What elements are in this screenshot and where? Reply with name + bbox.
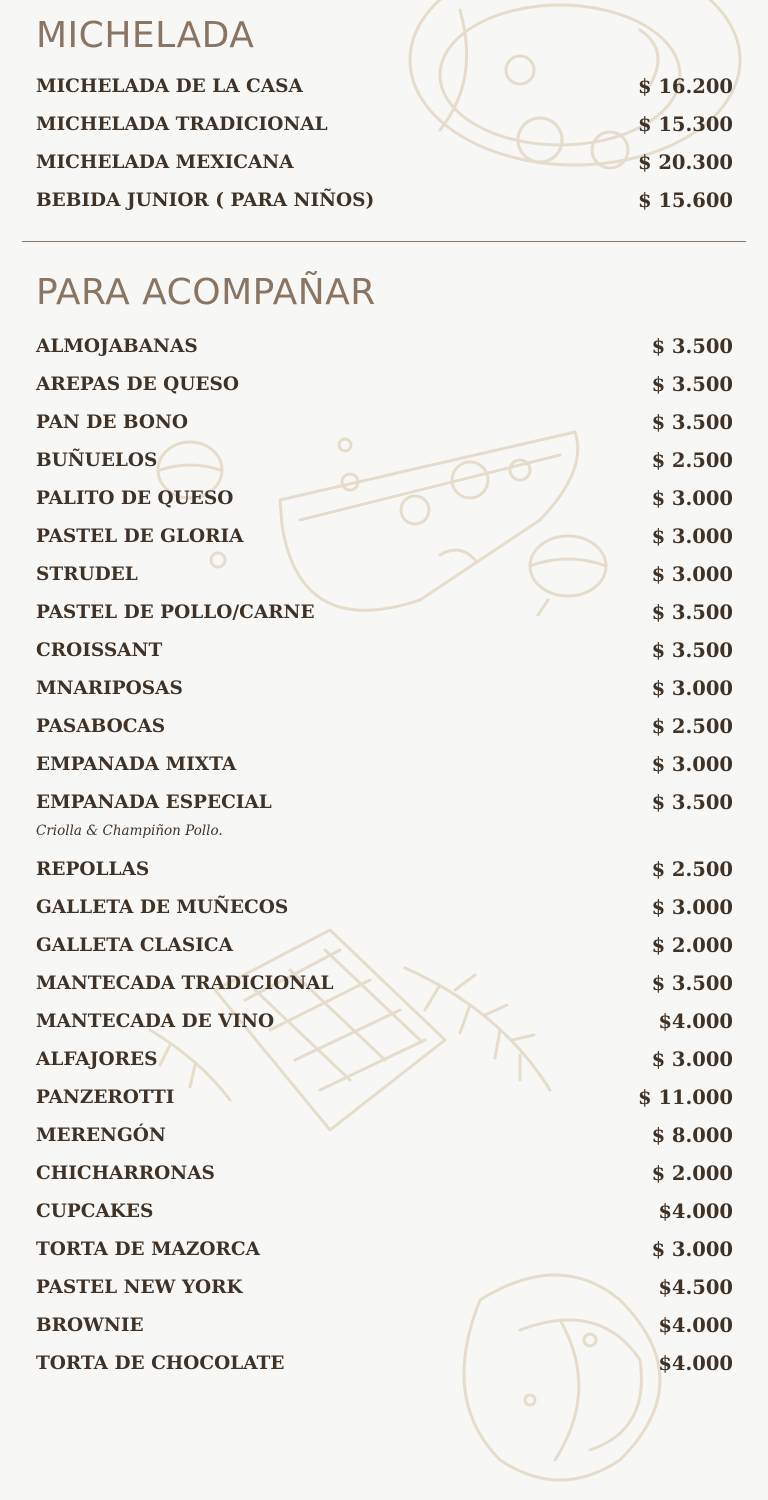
item-price: $ 3.500 — [651, 639, 733, 662]
item-price: $ 2.500 — [651, 858, 733, 881]
menu-item — [36, 563, 733, 601]
item-price: $ 3.000 — [651, 563, 733, 586]
item-name: STRUDEL — [36, 564, 138, 585]
menu-item — [36, 151, 733, 189]
section-title-para-acompanar: PARA ACOMPAÑAR — [36, 272, 376, 313]
item-name: PAN DE BONO — [36, 412, 188, 433]
item-name: EMPANADA ESPECIAL — [36, 792, 272, 813]
item-price: $ 3.500 — [651, 335, 733, 358]
menu-item — [36, 1314, 733, 1352]
item-name: EMPANADA MIXTA — [36, 754, 237, 775]
item-price: $4.000 — [658, 1200, 733, 1223]
item-name: AREPAS DE QUESO — [36, 374, 239, 395]
menu-item — [36, 1162, 733, 1200]
menu-item — [36, 449, 733, 487]
menu-item — [36, 1048, 733, 1086]
menu-item — [36, 791, 733, 858]
item-name: BEBIDA JUNIOR ( PARA NIÑOS) — [36, 190, 375, 211]
menu-item — [36, 335, 733, 373]
item-price: $4.000 — [658, 1314, 733, 1337]
item-price: $4.000 — [658, 1352, 733, 1375]
item-price: $ 2.500 — [651, 715, 733, 738]
item-price: $ 3.000 — [651, 1048, 733, 1071]
item-name: PASABOCAS — [36, 716, 166, 737]
menu-item — [36, 411, 733, 449]
menu-item — [36, 896, 733, 934]
item-price: $ 20.300 — [638, 151, 733, 174]
item-price: $ 15.300 — [638, 113, 733, 136]
item-price: $4.000 — [658, 1010, 733, 1033]
menu-item — [36, 1010, 733, 1048]
item-name: MICHELADA TRADICIONAL — [36, 114, 328, 135]
item-description: Criolla & Champiñon Pollo. — [36, 823, 223, 839]
item-price: $ 11.000 — [638, 1086, 733, 1109]
item-name: PALITO DE QUESO — [36, 488, 234, 509]
item-name: PASTEL NEW YORK — [36, 1277, 243, 1298]
item-name: ALFAJORES — [36, 1049, 158, 1070]
item-price: $ 2.000 — [651, 934, 733, 957]
menu-item — [36, 1238, 733, 1276]
item-name: MICHELADA DE LA CASA — [36, 76, 303, 97]
item-price: $ 8.000 — [651, 1124, 733, 1147]
menu-item — [36, 189, 733, 227]
section-title-michelada: MICHELADA — [36, 15, 255, 56]
item-name: ALMOJABANAS — [36, 336, 198, 357]
item-price: $ 3.500 — [651, 972, 733, 995]
item-name: CHICHARRONAS — [36, 1163, 215, 1184]
item-name: GALLETA DE MUÑECOS — [36, 897, 289, 918]
menu-item — [36, 601, 733, 639]
item-name: MANTECADA DE VINO — [36, 1011, 275, 1032]
item-name: MNARIPOSAS — [36, 678, 183, 699]
item-price: $4.500 — [658, 1276, 733, 1299]
item-price: $ 2.000 — [651, 1162, 733, 1185]
menu-item — [36, 753, 733, 791]
item-price: $ 16.200 — [638, 75, 733, 98]
item-price: $ 3.500 — [651, 601, 733, 624]
item-name: BUÑUELOS — [36, 450, 158, 471]
menu-item — [36, 373, 733, 411]
item-price: $ 3.000 — [651, 525, 733, 548]
menu-item — [36, 75, 733, 113]
item-name: REPOLLAS — [36, 859, 150, 880]
item-name: GALLETA CLASICA — [36, 935, 233, 956]
menu-item — [36, 1086, 733, 1124]
item-name: PANZEROTTI — [36, 1087, 175, 1108]
item-name: TORTA DE CHOCOLATE — [36, 1353, 285, 1374]
item-price: $ 2.500 — [651, 449, 733, 472]
menu-item — [36, 715, 733, 753]
item-name: MICHELADA MEXICANA — [36, 152, 294, 173]
item-price: $ 3.000 — [651, 487, 733, 510]
item-name: MANTECADA TRADICIONAL — [36, 973, 334, 994]
menu-item — [36, 934, 733, 972]
acompanar-item-list — [36, 335, 733, 1390]
menu-item — [36, 639, 733, 677]
item-price: $ 3.000 — [651, 896, 733, 919]
menu-item — [36, 1276, 733, 1314]
item-price: $ 3.500 — [651, 373, 733, 396]
item-name: PASTEL DE GLORIA — [36, 526, 244, 547]
item-price: $ 15.600 — [638, 189, 733, 212]
menu-item — [36, 858, 733, 896]
item-name: TORTA DE MAZORCA — [36, 1239, 260, 1260]
menu-item — [36, 113, 733, 151]
menu-item — [36, 677, 733, 715]
item-price: $ 3.500 — [651, 791, 733, 814]
item-price: $ 3.000 — [651, 677, 733, 700]
item-name: CUPCAKES — [36, 1201, 154, 1222]
menu-item — [36, 1124, 733, 1162]
menu-item — [36, 1200, 733, 1238]
menu-item — [36, 525, 733, 563]
menu-item — [36, 487, 733, 525]
item-name: MERENGÓN — [36, 1125, 166, 1146]
item-name: BROWNIE — [36, 1315, 144, 1336]
michelada-item-list — [36, 75, 733, 227]
item-price: $ 3.000 — [651, 1238, 733, 1261]
item-price: $ 3.500 — [651, 411, 733, 434]
menu-item — [36, 1352, 733, 1390]
section-divider — [22, 241, 746, 242]
item-name: PASTEL DE POLLO/CARNE — [36, 602, 315, 623]
menu-item — [36, 972, 733, 1010]
item-name: CROISSANT — [36, 640, 163, 661]
item-price: $ 3.000 — [651, 753, 733, 776]
